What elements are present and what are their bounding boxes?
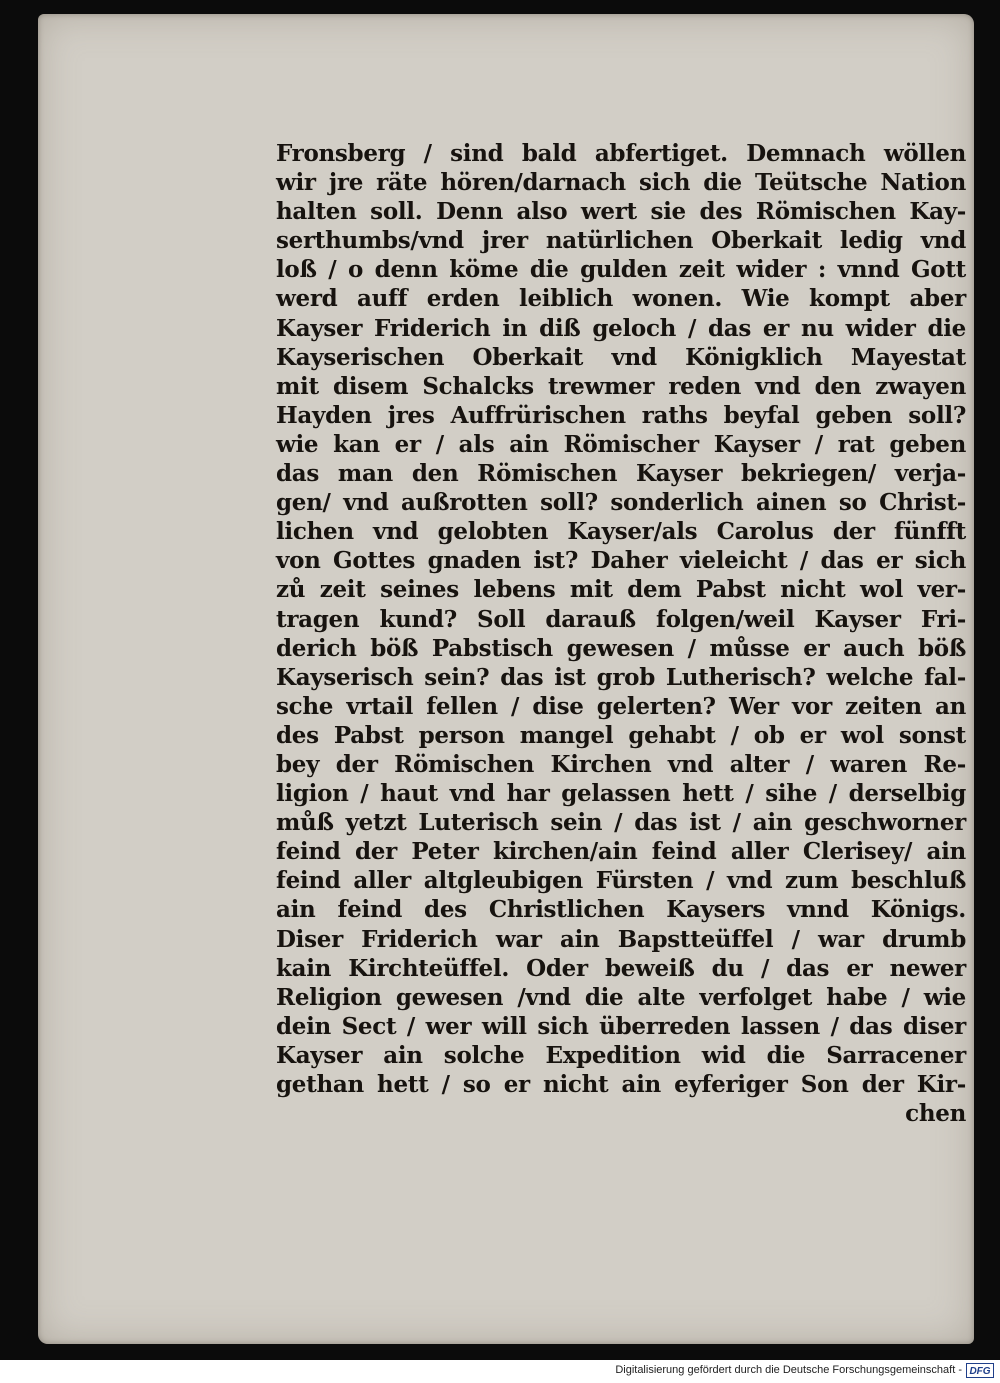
text-line: Kayserisch sein? das ist grob Lutherisch? welche fal‑ — [276, 663, 966, 691]
text-line: Kayser ain solche Expedition wid die Sarracener — [276, 1041, 966, 1069]
text-line: Kayserischen Oberkait vnd Königklich Mayestat — [276, 343, 966, 371]
text-line: das man den Römischen Kayser bekriegen/ verja‑ — [276, 460, 966, 488]
text-line: Kayser Friderich in diß geloch / das er nu wider die — [276, 314, 966, 342]
funding-notice: Digitalisierung gefördert durch die Deutsche Forschungsgemeinschaft - — [615, 1364, 962, 1376]
text-line: můß yetzt Luterisch sein / das ist / ain geschworner — [276, 809, 966, 837]
text-line: feind der Peter kirchen/ain feind aller Clerisey/ ain — [276, 838, 966, 866]
text-line: gen/ vnd außrotten soll? sonderlich ainen so Christ‑ — [276, 489, 966, 517]
text-line: derich böß Pabstisch gewesen / můsse er auch böß — [276, 634, 966, 662]
text-line: feind aller altgleubigen Fürsten / vnd zum beschluß — [276, 867, 966, 895]
text-line: von Gottes gnaden ist? Daher vieleicht / das er sich — [276, 547, 966, 575]
page-text — [276, 139, 966, 1128]
text-line: serthumbs/vnd jrer natürlichen Oberkait ledig vnd — [276, 227, 966, 255]
text-line: lichen vnd gelobten Kayser/als Carolus der fünfft — [276, 518, 966, 546]
text-line: wie kan er / als ain Römischer Kayser / rat geben — [276, 430, 966, 458]
text-line: sche vrtail fellen / dise gelerten? Wer vor zeiten an — [276, 692, 966, 720]
text-line: mit disem Schalcks trewmer reden vnd den zwayen — [276, 372, 966, 400]
text-line: ligion / haut vnd har gelassen hett / sihe / derselbig — [276, 780, 966, 808]
footer-bar — [0, 1360, 1000, 1383]
text-line: halten soll. Denn also wert sie des Römischen Kay‑ — [276, 198, 966, 226]
text-line: loß / o denn köme die gulden zeit wider : vnnd Gott — [276, 256, 966, 284]
catchword: chen — [905, 1100, 966, 1128]
text-line: bey der Römischen Kirchen vnd alter / waren Re‑ — [276, 750, 966, 778]
text-line: des Pabst person mangel gehabt / ob er wol sonst — [276, 721, 966, 749]
text-line: dein Sect / wer will sich überreden lassen / das diser — [276, 1012, 966, 1040]
text-line: Hayden jres Auffrürischen raths beyfal geben soll? — [276, 401, 966, 429]
text-line: Religion gewesen /vnd die alte verfolget habe / wie — [276, 983, 966, 1011]
text-line: werd auff erden leiblich wonen. Wie kompt aber — [276, 285, 966, 313]
dfg-logo: DFG — [966, 1363, 994, 1378]
text-line: Fronsberg / sind bald abfertiget. Demnach wöllen — [276, 140, 966, 167]
book-page — [38, 14, 974, 1344]
text-line: kain Kirchteüffel. Oder beweiß du / das er newer — [276, 954, 966, 982]
text-line: zů zeit seines lebens mit dem Pabst nicht wol ver‑ — [276, 576, 966, 604]
text-line: Diser Friderich war ain Bapstteüffel / war drumb — [276, 925, 966, 953]
text-line: ain feind des Christlichen Kaysers vnnd Königs. — [276, 896, 966, 924]
text-line: tragen kund? Soll darauß folgen/weil Kayser Fri‑ — [276, 605, 966, 633]
text-line: gethan hett / so er nicht ain eyferiger Son der Kir‑ — [276, 1071, 966, 1098]
text-line: wir jre räte hören/darnach sich die Teütsche Nation — [276, 169, 966, 197]
